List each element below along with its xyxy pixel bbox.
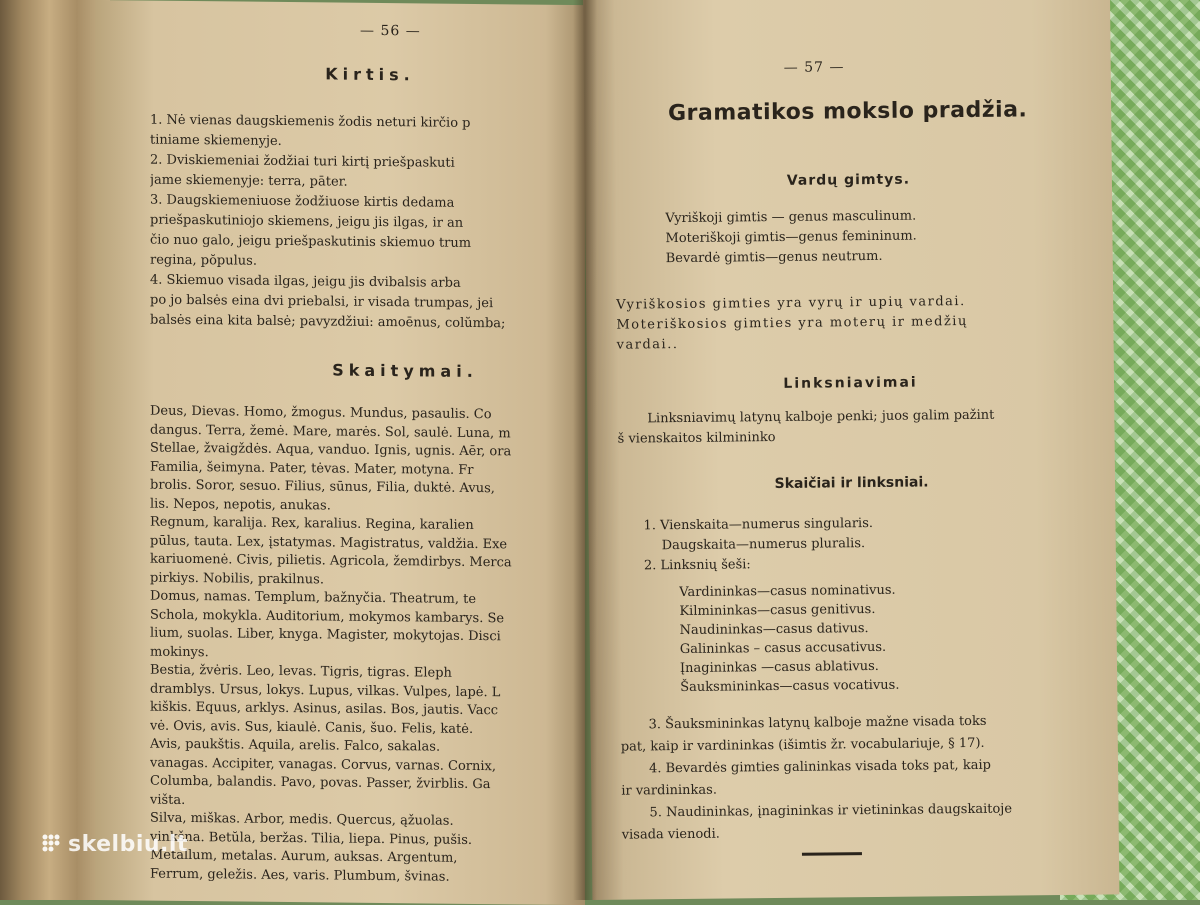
list-item: Įnagininkas —casus ablativus. xyxy=(679,658,879,677)
genders-note xyxy=(616,291,1057,356)
text-line: Vyriškosios gimties yra vyrų ir upių vardai. xyxy=(616,294,966,313)
list-item: Daugskaita—numerus pluralis. xyxy=(661,536,866,554)
skaitymai-text xyxy=(150,403,580,889)
section-heading-kirtis: Kirtis. xyxy=(325,64,415,85)
list-item: Bevardė gimtis—genus neutrum. xyxy=(665,248,883,267)
heading-declension: Linksniavimai xyxy=(783,374,918,392)
text-line: višta. xyxy=(150,792,186,808)
watermark-dots-icon xyxy=(40,832,62,854)
text-line: regina, pŏpulus. xyxy=(150,252,257,269)
list-item: Kilmininkas—casus genitivus. xyxy=(679,601,876,620)
text-line: po jo balsės eina dvi priebalsi, ir visada trumpas, jei xyxy=(150,292,494,312)
text-line: Deus, Dievas. Homo, žmogus. Mundus, pasaulis. Co xyxy=(150,403,492,423)
text-line: brolis. Soror, sesuo. Filius, sūnus, Filia, duktė. Avus, xyxy=(150,477,495,497)
text-line: mokinys. xyxy=(150,644,209,660)
text-line: 4. Bevardės gimties galininkas visada toks pat, kaip xyxy=(648,757,991,777)
right-page-number: — 57 — xyxy=(783,59,845,76)
book-gutter-shadow xyxy=(573,0,597,900)
text-line: Schola, mokykla. Auditorium, mokymos kambarys. Se xyxy=(150,607,505,626)
list-item: 1. Vienskaita—numerus singularis. xyxy=(643,515,874,534)
heading-genders: Vardų gimtys. xyxy=(786,171,911,189)
text-line: 4. Skiemuo visada ilgas, jeigu jis dvibalsis arba xyxy=(150,272,461,291)
text-line: Familia, šeimyna. Pater, tėvas. Mater, motyna. Fr xyxy=(150,459,474,478)
text-line: Regnum, karalija. Rex, karalius. Regina, karalien xyxy=(150,514,474,533)
text-line: pat, kaip ir vardininkas (išimtis žr. vocabulariuje, § 17). xyxy=(620,735,985,755)
list-item: Galininkas – casus accusativus. xyxy=(679,639,887,658)
text-line: Columba, balandis. Pavo, povas. Passer, žvirblis. Ga xyxy=(150,773,491,793)
notes-text xyxy=(620,710,1061,847)
text-line: dramblys. Ursus, lokys. Lupus, vilkas. Vulpes, lapė. L xyxy=(150,681,501,700)
text-line: Moteriškosios gimties yra moterų ir medžių xyxy=(616,313,968,333)
end-rule xyxy=(802,852,862,856)
text-line: 5. Naudininkas, įnagininkas ir vietininkas daugskaitoje xyxy=(649,801,1013,821)
text-line: pūlus, tauta. Lex, įstatymas. Magistratus, valdžia. Exe xyxy=(150,533,508,552)
cases-list xyxy=(679,581,899,697)
list-item: Vardininkas—casus nominativus. xyxy=(679,582,896,601)
list-item: Naudininkas—casus dativus. xyxy=(679,621,869,639)
text-line: kariuomenė. Civis, pilietis. Agricola, žemdirbys. Merca xyxy=(150,551,512,571)
right-page xyxy=(583,0,1119,900)
text-line: Bestia, žvėris. Leo, levas. Tigris, tigras. Eleph xyxy=(150,662,452,681)
watermark xyxy=(40,832,188,857)
left-page xyxy=(95,0,585,905)
kirtis-text xyxy=(150,111,580,336)
text-line: vinkšna. Betŭla, beržas. Tilia, liepa. Pinus, pušis. xyxy=(150,829,473,848)
text-line: Domus, namas. Templum, bažnyčia. Theatrum, te xyxy=(150,588,477,607)
text-line: priešpaskutiniojo skiemens, jeigu jis ilgas, ir an xyxy=(150,212,464,231)
text-line: visada vienodi. xyxy=(621,826,720,843)
genders-list xyxy=(665,207,917,270)
text-line: tiniame skiemenyje. xyxy=(150,132,282,149)
list-item: Šauksmininkas—casus vocativus. xyxy=(680,677,900,696)
text-line: lium, suolas. Liber, knyga. Magister, mokytojas. Disci xyxy=(150,625,501,645)
watermark-text: skelbiu.lt xyxy=(68,832,188,857)
text-line: kiškis. Equus, arklys. Asinus, asilas. Bos, jautis. Vacc xyxy=(150,699,499,719)
section-heading-skaitymai: Skaitymai. xyxy=(332,360,478,382)
text-line: jame skiemenyje: terra, pāter. xyxy=(150,172,348,190)
heading-numbers-cases: Skaičiai ir linksniai. xyxy=(774,474,929,493)
text-line: Avis, paukštis. Aquila, arelis. Falco, sakalas. xyxy=(150,736,441,755)
declension-text xyxy=(617,405,1057,450)
numbers-list xyxy=(643,514,873,576)
text-line: Ferrum, geležis. Aes, varis. Plumbum, švinas. xyxy=(150,866,450,885)
open-book xyxy=(95,0,1110,900)
text-line: 3. Daugskiemeniuose žodžiuose kirtis dedama xyxy=(150,192,455,211)
text-line: lis. Nepos, nepotis, anukas. xyxy=(150,496,331,513)
text-line: vė. Ovis, avis. Sus, kiaulė. Canis, šuo. Felis, katė. xyxy=(150,718,474,737)
text-line: vanagas. Accipiter, vanagas. Corvus, varnas. Cornix, xyxy=(150,755,496,774)
text-line: balsės eina kita balsė; pavyzdžiui: amoēnus, colŭmba; xyxy=(150,312,506,332)
text-line: Silva, miškas. Arbor, medis. Quercus, ąžuolas. xyxy=(150,810,454,829)
text-line: 2. Dviskiemeniai žodžiai turi kirtį priešpaskuti xyxy=(150,152,455,171)
text-line: Stellae, žvaigždės. Aqua, vanduo. Ignis, ugnis. Aēr, ora xyxy=(150,440,512,460)
text-line: čio nuo galo, jeigu priešpaskutinis skiemuo trum xyxy=(150,232,472,251)
text-line: vardai.. xyxy=(616,337,679,353)
text-line: 1. Nė vienas daugskiemenis žodis neturi kirčio p xyxy=(150,112,471,131)
text-line: Linksniavimų latynų kalboje penki; juos galim pažint xyxy=(647,407,995,427)
list-item: Moteriškoji gimtis—genus femininum. xyxy=(665,228,917,247)
list-item: Vyriškoji gimtis — genus masculinum. xyxy=(665,208,917,227)
text-line: ir vardininkas. xyxy=(621,782,718,799)
left-page-number: — 56 — xyxy=(360,22,421,40)
text-line: pirkiys. Nobilis, prakilnus. xyxy=(150,570,324,587)
page-title: Gramatikos mokslo pradžia. xyxy=(667,97,1028,127)
text-line: š vienskaitos kilmininko xyxy=(617,430,776,447)
text-line: dangus. Terra, žemė. Mare, marės. Sol, saulė. Luna, m xyxy=(150,422,511,441)
list-item: 2. Linksnių šeši: xyxy=(643,557,751,574)
book-cover-edge xyxy=(0,0,110,900)
text-line: Metallum, metalas. Aurum, auksas. Argentum, xyxy=(150,847,458,866)
text-line: 3. Šauksmininkas latynų kalboje mažne visada toks xyxy=(648,713,987,733)
